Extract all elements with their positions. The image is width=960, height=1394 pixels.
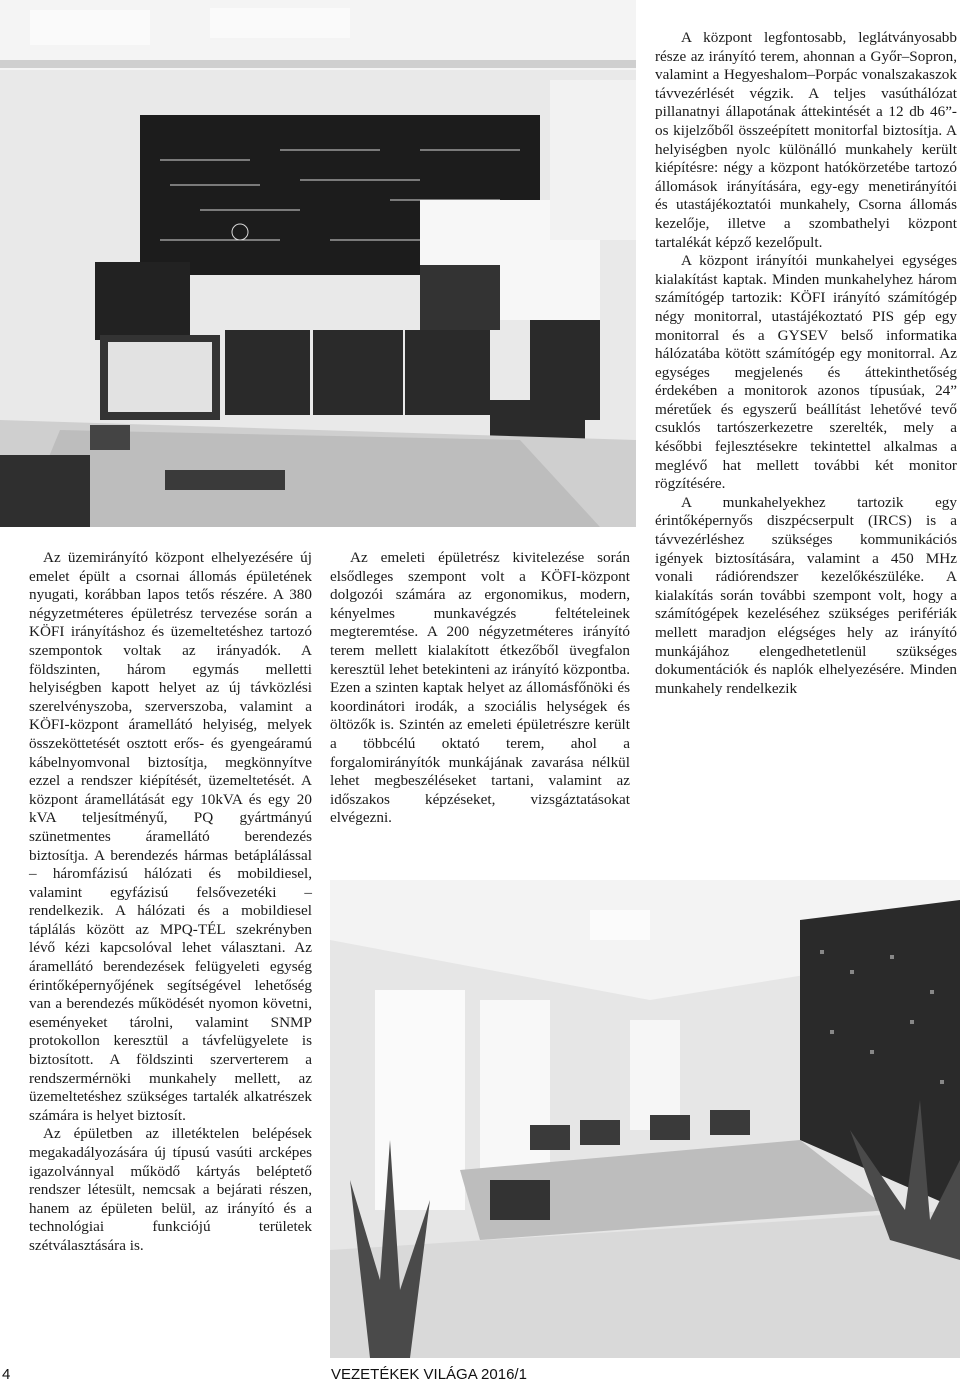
control-room-overview-illustration	[330, 880, 960, 1358]
left-paragraph-2: Az épületben az illetéktelen belépések megakadályozására új típusú vasúti arcképes igazolvánnyal működő kártyás beléptető rendszer létesült, nemcsak a bejárati részen, hanem az épületen belül, az irányító és a technológiai funkciójú területek szétválasztására is.	[29, 1125, 312, 1254]
middle-column-text	[330, 549, 630, 828]
page-number: 4	[2, 1366, 11, 1383]
right-column-text	[655, 29, 957, 698]
left-column-text	[29, 549, 312, 1256]
control-room-photo	[0, 0, 636, 527]
right-paragraph-3: A munkahelyekhez tartozik egy érintőképernyős diszpécserpult (IRCS) is a távvezérléshez szükséges kommunikációs igények biztosítására, valamint a 450 MHz vonali rádiórendszer kezelőkészüléke. A kialakítás során további szempont volt, hogy a számítógépek kezeléséhez szükséges perifériák mellett maradjon elégséges hely az irányító munkájához elengedhetetlenül szükséges dokumentációk és naplók elhelyezésére. Minden munkahely rendelkezik	[655, 493, 957, 697]
publication-footer: VEZETÉKEK VILÁGA 2016/1	[331, 1366, 527, 1383]
left-paragraph-1: Az üzemirányító központ elhelyezésére új emelet épült a csornai állomás épületének nyugati, korábban lapos tetős részére. A 380 négyzetméteres épületrész tervezése során a KÖFI irányításhoz és üzemeltetéshez tartozó szempontok voltak az irányadók. A földszinten, három egymás melletti helyiségben kapott helyet az új távközlési szerelvényszoba, szerverszoba, valamint a KÖFI-központ áramellátó helyiség, melyek összeköttetését osztott erős- és gyengeáramú kábelnyomvonal biztosítja, megkönnyítve ezzel a rendszer kiépítését, üzemeltetését. A központ áramellátását egy 10kVA és egy 20 kVA teljesítményű, PQ gyártmányú szünetmentes áramellátó berendezés biztosítja. A berendezés hármas betáplálással – háromfázisú hálózati és mobildiesel, valamint egyfázisú felsővezetéki – rendelkezik. A hálózati és a mobildiesel táplálás között az MPQ-TÉL szekrényben lévő kézi kapcsolóval lehet választani. Az áramellátó berendezések felügyeleti egység érintőképernyőjének segítségével lehetőség van a berendezés működését nyomon követni, eseményeket tárolni, valamint SNMP protokollon keresztül a távfelügyelete is biztosított. A földszinti szerverterem a rendszermérnöki munkahely mellett, az üzemeltetéshez szükséges tartalék alkatrészek számára is helyet biztosít.	[29, 549, 312, 1124]
control-room-overview-photo	[330, 880, 960, 1358]
control-room-illustration	[0, 0, 636, 527]
right-paragraph-1: A központ legfontosabb, leglátványosabb része az irányító terem, ahonnan a Győr–Sopron, valamint a Hegyeshalom–Porpác vonalszakaszok távvezérlését végzik. A teljes vasúthálózat pillanatnyi állapotának áttekintését a 12 db 46”-os kijelzőből összeépített monitorfal biztosítja. A helyiségben nyolc különálló munkahely került kiépítésre: négy a központ hatókörzetébe tartozó állomások irányítására, egy-egy menetirányítói és utastájékoztatói munkahely, Csorna állomás kezelője, illetve a szombathelyi központ tartalékát képző kezelőpult.	[655, 29, 957, 251]
right-paragraph-2: A központ irányítói munkahelyei egységes kialakítást kaptak. Minden munkahelyhez három számítógép tartozik: KÖFI irányító számítógép négy monitorral, utastájékoztató PIS gép egy monitorral és a GYSEV belső informatika hálózatába kötött számítógép egy monitorral. Az egységes megjelenés és áttekinthetőség érdekében a monitorok azonos típusúak, 24” méretűek és egyszerű beállítást lehetővé tevő csuklós tartószerkezetre szerelték, mely a későbbi fejlesztésekre tekintettel alkalmas a meglévő hat mellett további két monitor rögzítésére.	[655, 252, 957, 493]
middle-paragraph-1: Az emeleti épületrész kivitelezése során elsődleges szempont volt a KÖFI-központ dolgozói számára az ergonomikus, modern, kényelmes munkavégzés feltételeinek megteremtése. A 200 négyzetméteres irányító terem mellett kialakított étkezőből üvegfalon keresztül lehet betekinteni az irányító központba. Ezen a szinten kaptak helyet az állomásfőnöki és koordinátori irodák, a szociális helységek és öltözők is. Szintén az emeleti épületrészre került a többcélú oktató terem, ahol a forgalomirányítók munkájának zavarása nélkül lehet megbeszéléseket tartani, valamint az időszakos képzéseket, vizsgáztatásokat elvégezni.	[330, 549, 630, 827]
